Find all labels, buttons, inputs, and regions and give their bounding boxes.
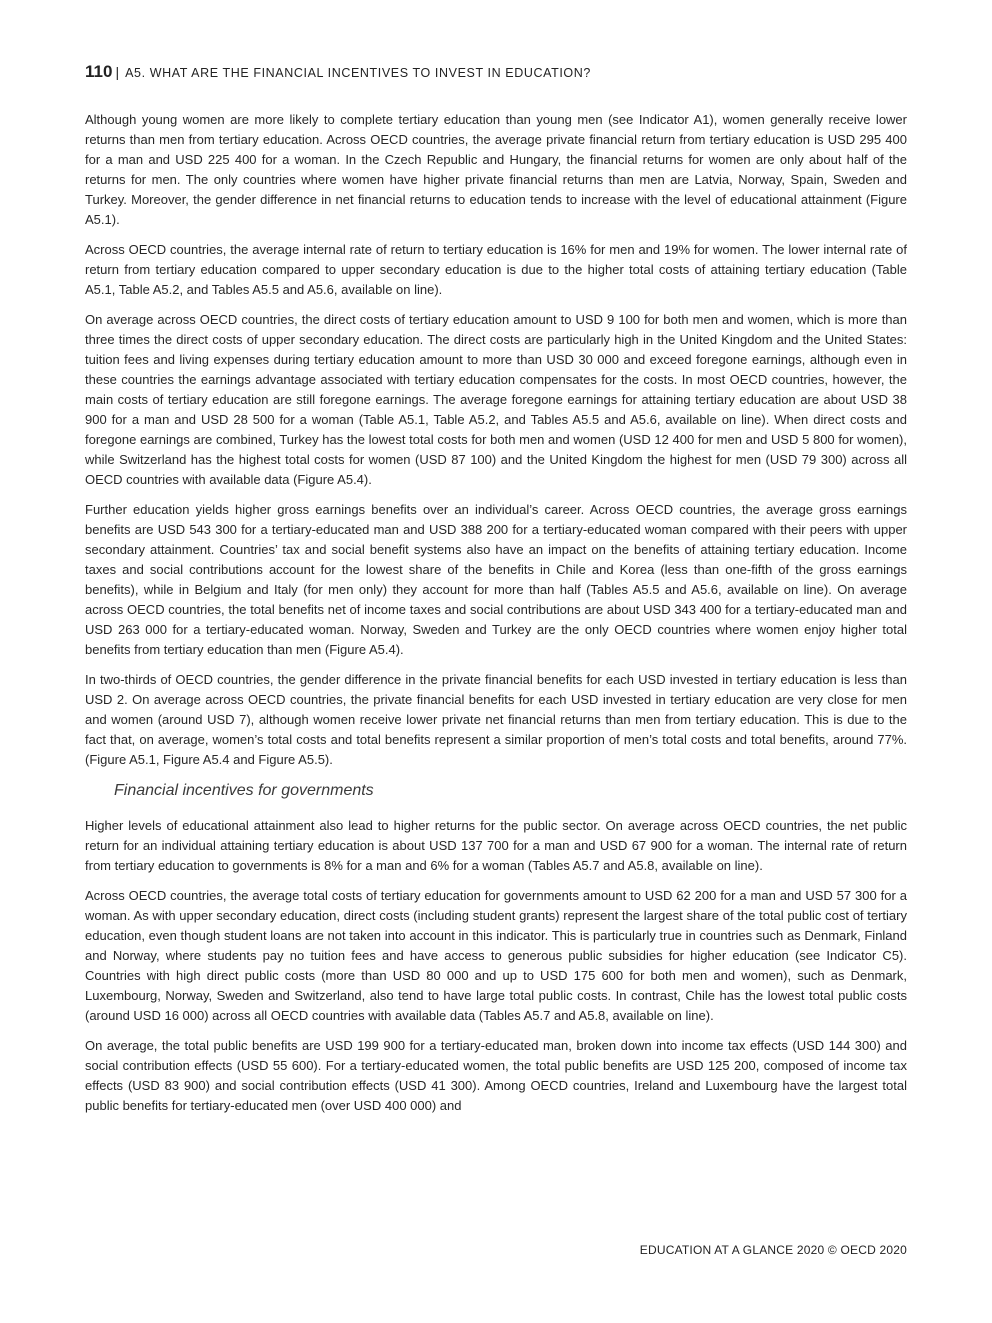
body-paragraph: Higher levels of educational attainment also lead to higher returns for the public sector. On average across OECD countries, the net public return for an individual attaining tertiary education is about USD 137 700 for a man and USD 67 900 for a woman. The internal rate of return from tertiary education to governments is 8% for a man and 6% for a woman (Tables A5.7 and A5.8, available on line).: [85, 818, 907, 873]
page-footer: EDUCATION AT A GLANCE 2020 © OECD 2020: [639, 1243, 907, 1257]
page-header: [85, 62, 907, 82]
page-number: 110: [85, 62, 113, 81]
body-paragraph: Across OECD countries, the average total costs of tertiary education for governments amount to USD 62 200 for a man and USD 57 300 for a woman. As with upper secondary education, direct costs (including student grants) represent the largest share of the total public cost of tertiary education, even though student loans are not taken into account in this indicator. This is particularly true in countries such as Denmark, Finland and Norway, where students pay no tuition fees and have access to generous public subsidies for higher education (see Indicator C5). Countries with high direct public costs (more than USD 80 000 and up to USD 175 600 for both men and women), such as Denmark, Luxembourg, Norway, Sweden and Switzerland, also tend to have large total public costs. In contrast, Chile has the lowest total public costs (around USD 16 000) across all OECD countries with available data (Tables A5.7 and A5.8, available on line).: [85, 888, 907, 1023]
body-paragraph: Across OECD countries, the average internal rate of return to tertiary education is 16% for men and 19% for women. The lower internal rate of return from tertiary education compared to upper secondary education is due to the higher total costs of attaining tertiary education (Table A5.1, Table A5.2, and Tables A5.5 and A5.6, available on line).: [85, 242, 907, 297]
body-paragraph: On average across OECD countries, the direct costs of tertiary education amount to USD 9 100 for both men and women, which is more than three times the direct costs of upper secondary education. The direct costs are particularly high in the United Kingdom and the United States: tuition fees and living expenses during tertiary education amount to more than USD 30 000 and exceed foregone earnings, although even in these countries the earnings advantage associated with tertiary education compensates for the costs. In most OECD countries, however, the main costs of tertiary education are still foregone earnings. The average foregone earnings for attaining tertiary education are about USD 38 900 for a man and USD 28 500 for a woman (Table A5.1, Table A5.2, and Tables A5.5 and A5.6, available on line). When direct costs and foregone earnings are combined, Turkey has the lowest total costs for both men and women (USD 12 400 for men and USD 5 800 for women), while Switzerland has the highest total costs for women (USD 87 100) and the United Kingdom the highest for men (USD 79 300) across all OECD countries with available data (Figure A5.4).: [85, 312, 907, 487]
header-separator: |: [115, 64, 120, 80]
body-paragraph: Although young women are more likely to complete tertiary education than young men (see Indicator A1), women generally receive lower returns than men from tertiary education. Across OECD countries, the average private financial return from tertiary education is USD 295 400 for a man and USD 225 400 for a woman. In the Czech Republic and Hungary, the financial returns for women are only about half of the returns for men. The only countries where women have higher private financial returns than men are Latvia, Norway, Spain, Sweden and Turkey. Moreover, the gender difference in net financial returns to education tends to increase with the level of educational attainment (Figure A5.1).: [85, 112, 907, 227]
body-paragraph: On average, the total public benefits are USD 199 900 for a tertiary-educated man, broken down into income tax effects (USD 144 300) and social contribution effects (USD 55 600). For a tertiary-educated women, the total public benefits are USD 125 200, composed of income tax effects (USD 83 900) and social contribution effects (USD 41 300). Among OECD countries, Ireland and Luxembourg have the largest total public benefits for tertiary-educated men (over USD 400 000) and: [85, 1038, 907, 1113]
body-paragraph: In two-thirds of OECD countries, the gender difference in the private financial benefits for each USD invested in tertiary education is less than USD 2. On average across OECD countries, the private financial benefits for each USD invested in tertiary education are very close for men and women (around USD 7), although women receive lower private net financial returns than men from tertiary education. This is due to the fact that, on average, women’s total costs and total benefits represent a similar proportion of men’s total costs and total benefits, around 77%. (Figure A5.1, Figure A5.4 and Figure A5.5).: [85, 672, 907, 767]
chapter-title: A5. WHAT ARE THE FINANCIAL INCENTIVES TO INVEST IN EDUCATION?: [125, 66, 591, 80]
page-body: [85, 110, 907, 1126]
body-paragraph: Further education yields higher gross earnings benefits over an individual’s career. Across OECD countries, the average gross earnings benefits are USD 543 300 for a tertiary-educated man and USD 388 200 for a tertiary-educated woman compared with their peers with upper secondary attainment. Countries’ tax and social benefit systems also have an impact on the benefits of attaining tertiary education. Income taxes and social contributions account for the lowest share of the benefits in Chile and Korea (less than one-fifth of the gross earnings benefits), while in Belgium and Italy (for men only) they account for more than half (Tables A5.5 and A5.6, available on line). On average across OECD countries, the total benefits net of income taxes and social contributions are about USD 343 400 for a tertiary-educated man and USD 263 000 for a tertiary-educated woman. Norway, Sweden and Turkey are the only OECD countries where women enjoy higher total benefits from tertiary education than men (Figure A5.4).: [85, 502, 907, 657]
section-heading: Financial incentives for governments: [114, 782, 374, 799]
